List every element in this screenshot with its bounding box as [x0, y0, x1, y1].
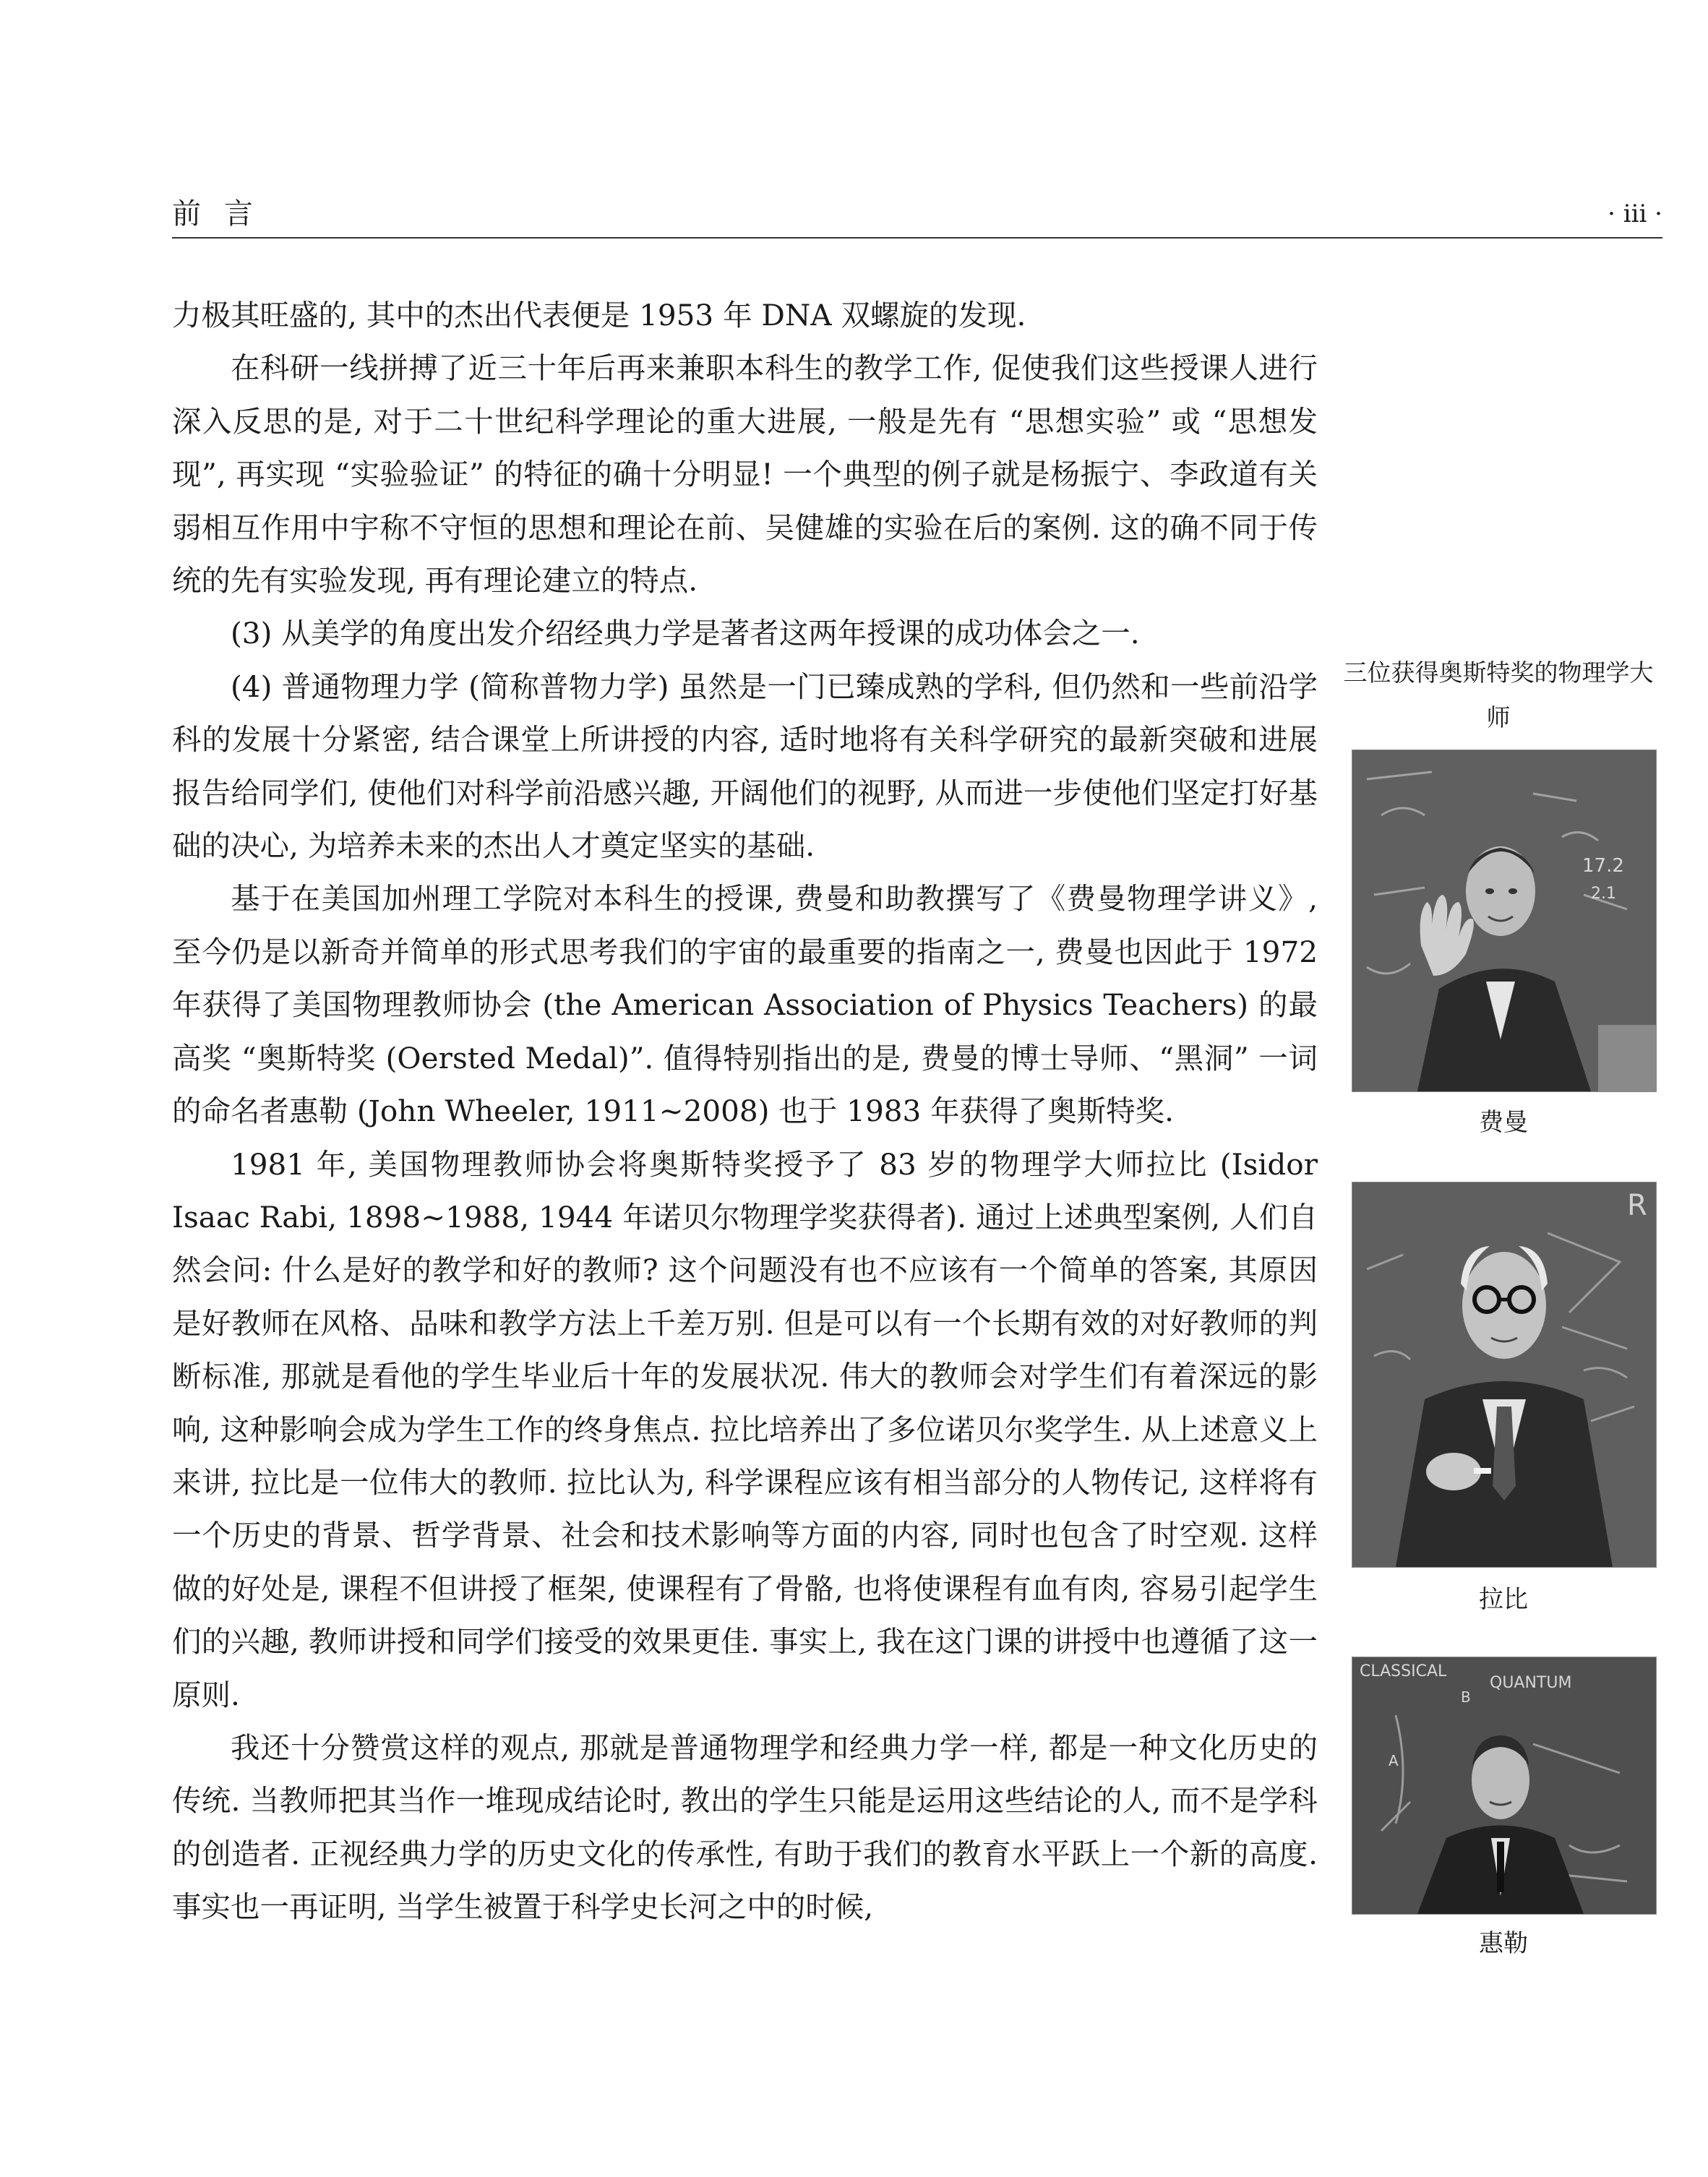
photo-label: 拉比 — [1479, 1585, 1528, 1614]
paragraph: (3) 从美学的角度出发介绍经典力学是著者这两年授课的成功体会之一. — [231, 616, 1140, 651]
feynman-photo — [1352, 750, 1657, 1092]
main-text-column — [172, 289, 1318, 2053]
wheeler-photo — [1352, 1657, 1657, 1915]
paragraph: (4) 普通物理力学 (简称普物力学) 虽然是一门已臻成熟的学科, 但仍然和一些前沿学科的发展十分紧密, 结合课堂上所讲授的内容, 适时地将有关科学研究的最新突破和进展报告给同学们, 使他们对科学前沿感兴趣, 开阔他们的视野, 从而进一步使他们坚定打好基础的决心, 为培养未来的杰出人才奠定坚实的基础. — [172, 669, 1318, 864]
board-letter-a: A — [1389, 1752, 1399, 1769]
portrait-feynman-icon — [1352, 750, 1656, 1091]
paragraph: 在科研一线拼搏了近三十年后再来兼职本科生的教学工作, 促使我们这些授课人进行深入反思的是, 对于二十世纪科学理论的重大进展, 一般是先有 “思想实验” 或 “思想发现”, 再实现 “实验验证” 的特征的确十分明显! 一个典型的例子就是杨振宁、李政道有关弱相互作用中宇称不守恒的思想和理论在前、吴健雄的实验在后的案例. 这的确不同于传统的先有实验发现, 再有理论建立的特点. — [172, 351, 1318, 598]
photo-label: 惠勒 — [1479, 1929, 1528, 1958]
rabi-photo — [1352, 1182, 1657, 1568]
paragraph: 力极其旺盛的, 其中的杰出代表便是 1953 年 DNA 双螺旋的发现. — [172, 298, 1026, 332]
board-letter: R — [1627, 1189, 1647, 1222]
photo-label: 费曼 — [1479, 1108, 1528, 1137]
board-number: 2.1 — [1591, 885, 1616, 903]
board-number: 17.2 — [1582, 855, 1624, 877]
margin-sidebar — [1334, 650, 1662, 1988]
paragraph: 我还十分赞赏这样的观点, 那就是普通物理学和经典力学一样, 都是一种文化历史的传统. 当教师把其当作一堆现成结论时, 教出的学生只能是运用这些结论的人, 而不是学科的创造者. 正视经典力学的历史文化的传承性, 有助于我们的教育水平跃上一个新的高度. 事实也一再证明, 当学生被置于科学史长河之中的时候, — [172, 1730, 1318, 1925]
page-number: · iii · — [1608, 199, 1662, 228]
sidebar-caption: 三位获得奥斯特奖的物理学大师 — [1343, 658, 1654, 731]
paragraph: 基于在美国加州理工学院对本科生的授课, 费曼和助教撰写了《费曼物理学讲义》, 至今仍是以新奇并简单的形式思考我们的宇宙的最重要的指南之一, 费曼也因此于 1972 年获得了美国物理教师协会 (the American Association of Physics Teachers) 的最高奖 “奥斯特奖 (Oersted Medal)”. 值得特别指出的是, 费曼的博士导师、“黑洞” 一词的命名者惠勒 (John Wheeler, 1911∼2008) 也于 1983 年获得了奥斯特奖. — [172, 881, 1318, 1129]
portrait-rabi-icon — [1352, 1182, 1656, 1567]
paragraph: 1981 年, 美国物理教师协会将奥斯特奖授予了 83 岁的物理学大师拉比 (Isidor Isaac Rabi, 1898∼1988, 1944 年诺贝尔物理学奖获得者). 通过上述典型案例, 人们自然会问: 什么是好的教学和好的教师? 这个问题没有也不应该有一个简单的答案, 其原因是好教师在风格、品味和教学方法上千差万别. 但是可以有一个长期有效的对好教师的判断标准, 那就是看他的学生毕业后十年的发展状况. 伟大的教师会对学生们有着深远的影响, 这种影响会成为学生工作的终身焦点. 拉比培养出了多位诺贝尔奖学生. 从上述意义上来讲, 拉比是一位伟大的教师. 拉比认为, 科学课程应该有相当部分的人物传记, 这样将有一个历史的背景、哲学背景、社会和技术影响等方面的内容, 同时也包含了时空观. 这样做的好处是, 课程不但讲授了框架, 使课程有了骨骼, 也将使课程有血有肉, 容易引起学生们的兴趣, 教师讲授和同学们接受的效果更佳. 事实上, 我在这门课的讲授中也遵循了这一原则. — [172, 1146, 1318, 1712]
board-text-classical: CLASSICAL — [1360, 1662, 1447, 1680]
portrait-wheeler-icon — [1352, 1657, 1656, 1914]
running-header — [172, 194, 1662, 239]
section-title: 前言 — [172, 197, 276, 231]
board-text-quantum: QUANTUM — [1490, 1674, 1572, 1692]
board-letter-b: B — [1461, 1688, 1471, 1706]
